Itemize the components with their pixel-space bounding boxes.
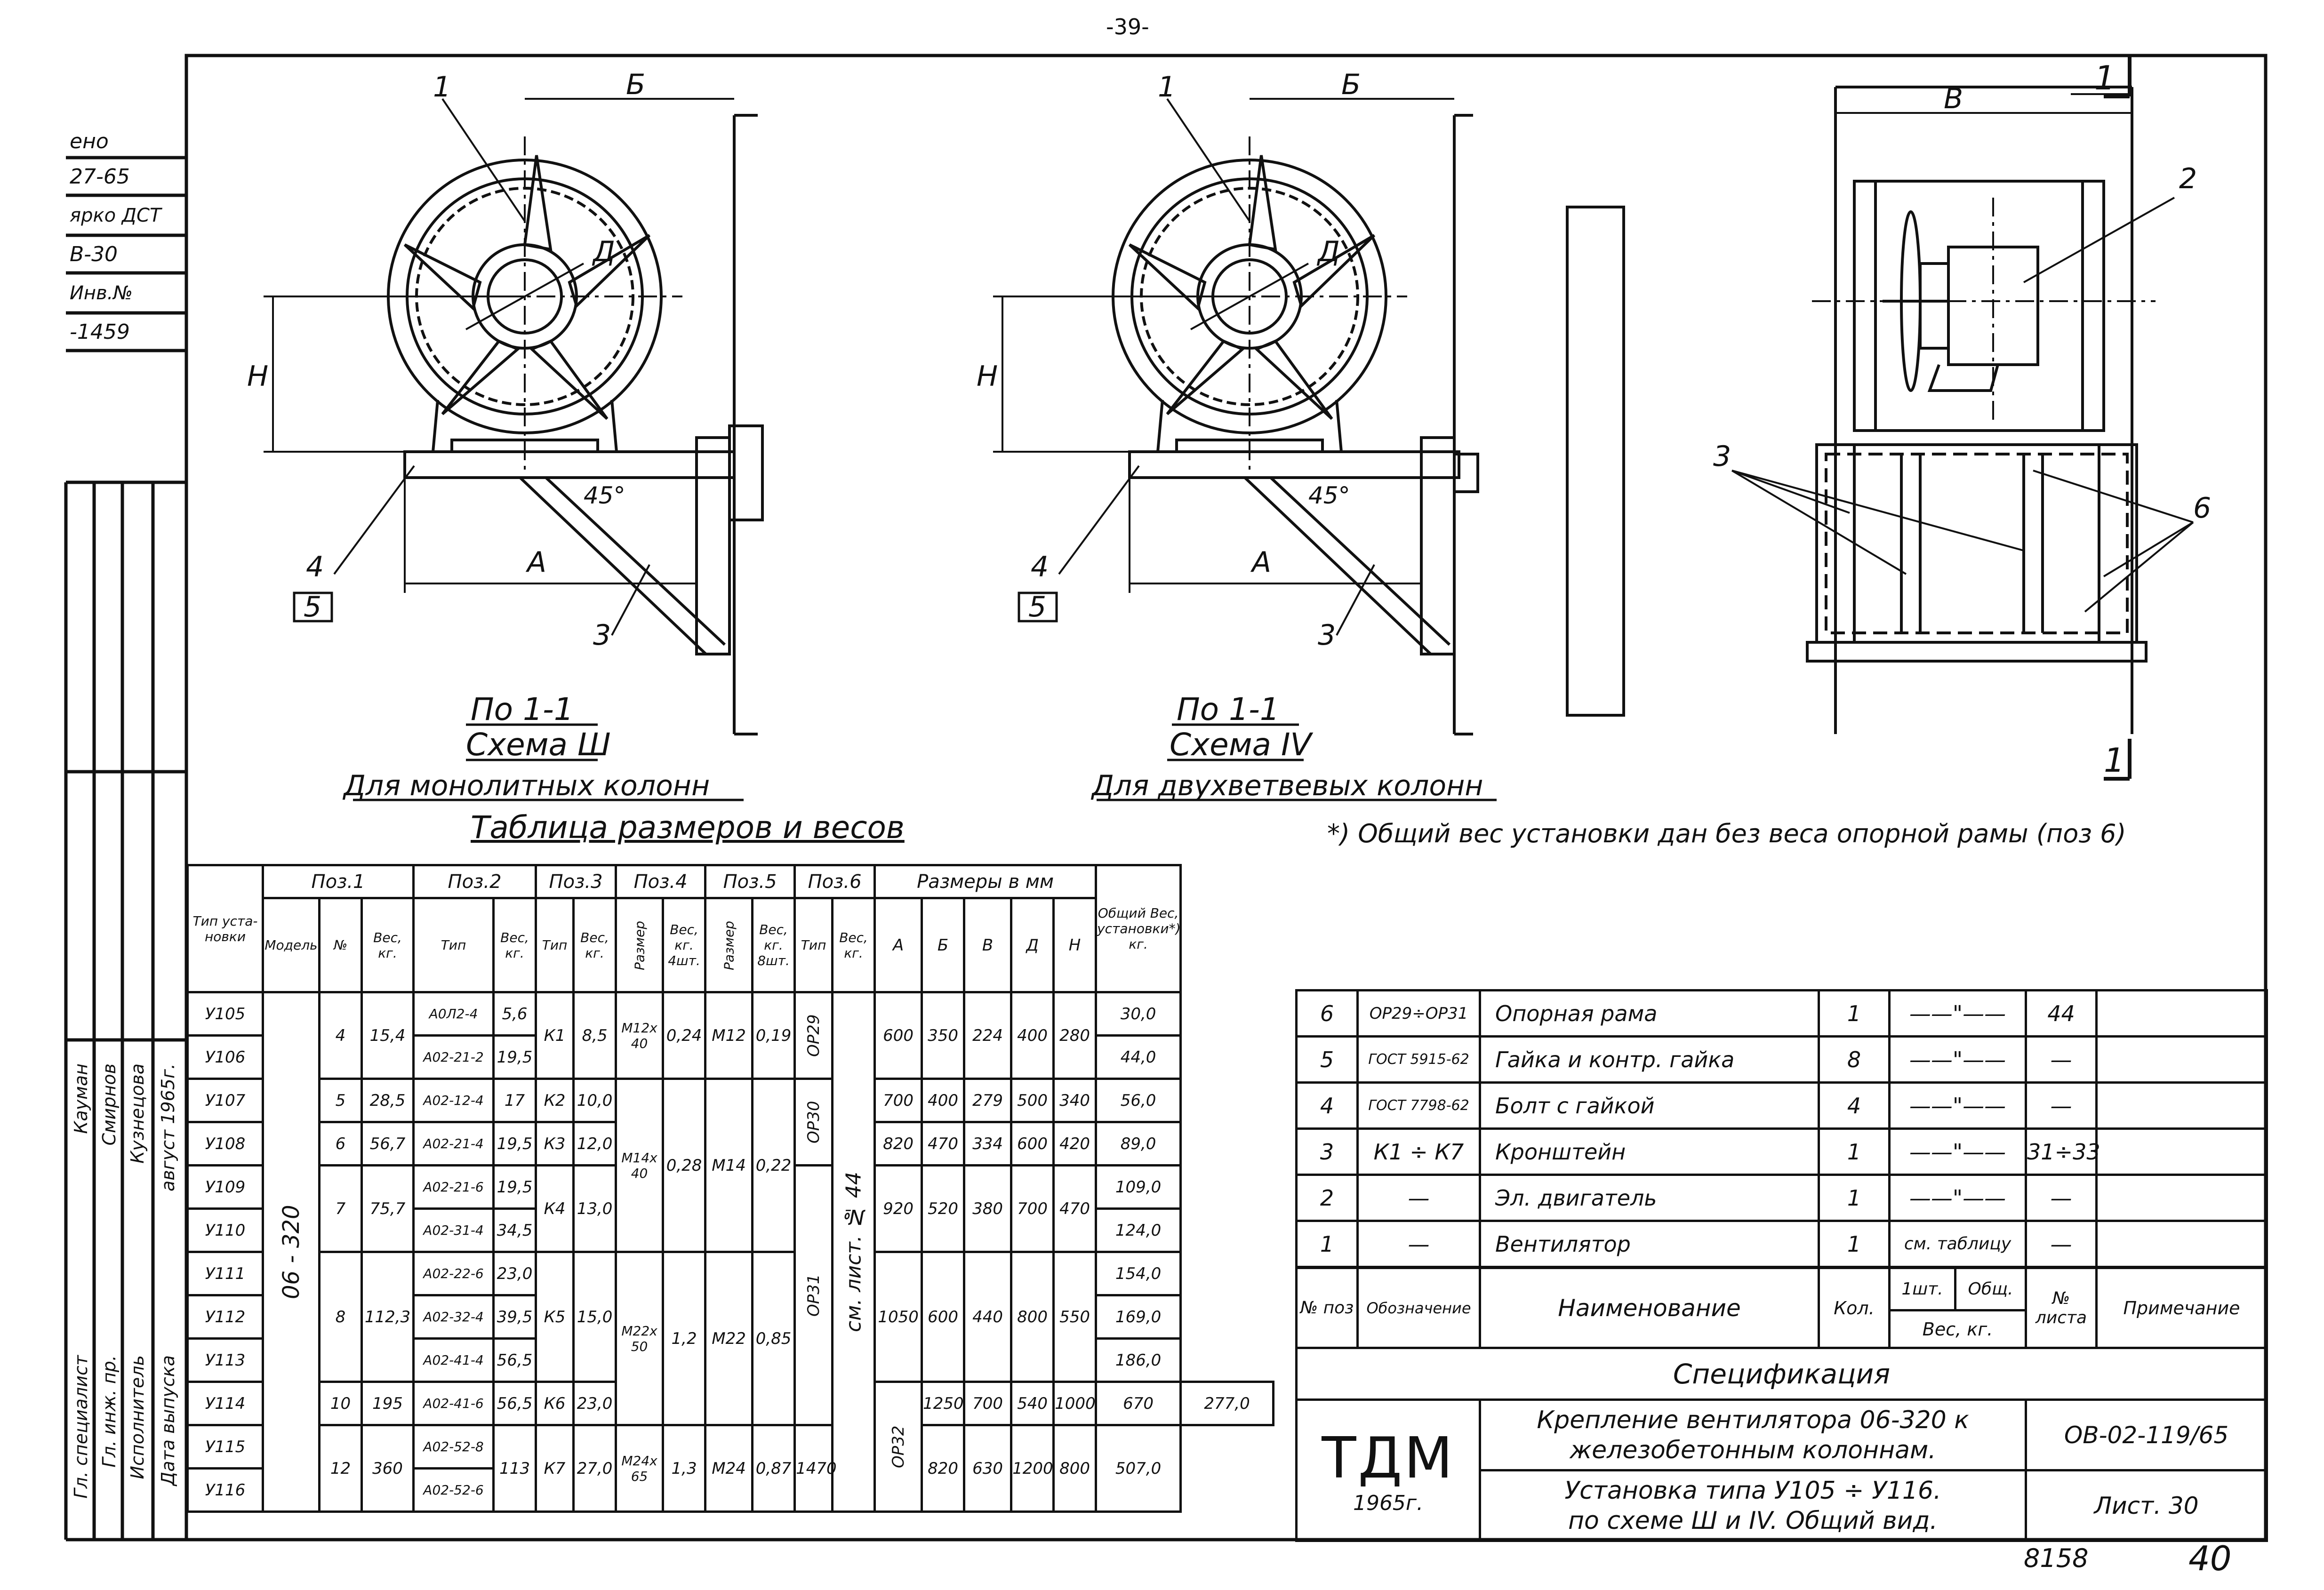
total-2: 44,0	[1096, 1036, 1181, 1079]
p3-type-7: К7	[536, 1425, 574, 1512]
p5-w-2: 0,22	[753, 1079, 795, 1252]
dim-d-4: 700	[1011, 1166, 1054, 1252]
dim-h-6: 670	[1096, 1382, 1181, 1425]
side-stamp-1: ено	[70, 129, 109, 153]
h-pos2: Поз.2	[414, 865, 536, 898]
p3-w-4: 13,0	[574, 1166, 616, 1252]
p6-type-4: ОР32	[875, 1382, 922, 1512]
side-label-6: 6	[2193, 492, 2212, 525]
s3-label-45: 45°	[584, 482, 625, 509]
h-w5: Вес, кг. 8шт.	[753, 898, 795, 992]
p3-w-2: 10,0	[574, 1079, 616, 1122]
sig-role-4: Дата выпуска	[158, 1355, 178, 1486]
spec-w-5: ——"——	[1890, 1037, 2026, 1083]
spec-name-6: Опорная рама	[1480, 991, 1819, 1037]
spec-h-pos: № поз	[1297, 1268, 1358, 1348]
spec-name-2: Эл. двигатель	[1480, 1175, 1819, 1221]
h-w6: Вес, кг.	[833, 898, 875, 992]
spec-name-4: Болт с гайкой	[1480, 1083, 1819, 1129]
type-u105: У105	[188, 992, 263, 1036]
p4-size-4: М24х 65	[616, 1425, 663, 1512]
spec-h-w1: 1шт.	[1890, 1268, 1955, 1310]
spec-h-sheet: № листа	[2026, 1268, 2097, 1348]
p4-size-1: М12х 40	[616, 992, 663, 1079]
spec-h-wall: Общ.	[1955, 1268, 2026, 1310]
side-label-v: В	[1944, 82, 1963, 115]
p6-type-3: ОР31	[795, 1166, 833, 1425]
spec-sheet-3: 31÷33	[2026, 1129, 2097, 1175]
total-10: 277,0	[1181, 1382, 1274, 1425]
spec-title: Спецификация	[1297, 1348, 2267, 1400]
title-bottom	[1480, 1470, 2026, 1541]
spec-note-6	[2097, 991, 2267, 1037]
h-w3: Вес, кг.	[574, 898, 616, 992]
type-u111: У111	[188, 1252, 263, 1295]
main-table-footnote: *) Общий вес установки дан без веса опорной рамы (поз 6)	[1327, 819, 2126, 848]
main-table-title: Таблица размеров и весов	[471, 809, 905, 846]
spec-note-3	[2097, 1129, 2267, 1175]
spec-sheet-5: —	[2026, 1037, 2097, 1083]
p1-no-7: 12	[320, 1425, 362, 1512]
spec-des-6: ОР29÷ОР31	[1358, 991, 1480, 1037]
scheme-3-labels	[247, 68, 710, 802]
title-line-2: железобетонным колоннам.	[1570, 1436, 1936, 1464]
s4-label-5: 5	[1028, 591, 1047, 623]
title-block	[1295, 1267, 2268, 1542]
p2-type-1: А0Л2-4	[414, 992, 494, 1036]
p2-w-8: 39,5	[494, 1295, 536, 1339]
dim-b-7: 820	[922, 1425, 964, 1512]
spec-note-4	[2097, 1083, 2267, 1129]
type-u112: У112	[188, 1295, 263, 1339]
p4-w-2: 0,28	[663, 1079, 705, 1252]
sig-role-3: Исполнитель	[127, 1355, 148, 1479]
p2-type-5: А02-21-6	[414, 1166, 494, 1209]
page-number: -39-	[1106, 14, 1149, 40]
spec-des-3: К1 ÷ К7	[1358, 1129, 1480, 1175]
p2-type-9: А02-41-4	[414, 1339, 494, 1382]
p1-w-2: 28,5	[362, 1079, 414, 1122]
dim-h-2: 340	[1054, 1079, 1096, 1122]
type-u110: У110	[188, 1209, 263, 1252]
dim-v-2: 279	[964, 1079, 1011, 1122]
s4-label-a: А	[1252, 546, 1272, 579]
spec-h-des: Обозначение	[1358, 1268, 1480, 1348]
p5-size-3: М22	[705, 1252, 753, 1425]
p3-type-5: К5	[536, 1252, 574, 1382]
h-pos5: Поз.5	[705, 865, 795, 898]
p1-no-4: 7	[320, 1166, 362, 1252]
total-4: 89,0	[1096, 1122, 1181, 1166]
sizes-weights-table	[186, 864, 1274, 1513]
p4-w-1: 0,24	[663, 992, 705, 1079]
side-section-top: 1	[2094, 59, 2116, 97]
p5-w-3: 0,85	[753, 1252, 795, 1425]
s3-label-1: 1	[433, 71, 451, 104]
p4-w-3: 1,2	[663, 1252, 705, 1425]
p2-type-2: А02-21-2	[414, 1036, 494, 1079]
dim-v-4: 380	[964, 1166, 1011, 1252]
dim-d-6: 1000	[1054, 1382, 1096, 1425]
dim-d-5: 800	[1011, 1252, 1054, 1382]
p2-type-6: А02-31-4	[414, 1209, 494, 1252]
type-u115: У115	[188, 1425, 263, 1469]
h-a: А	[875, 898, 922, 992]
doc-code: ОВ-02-119/65	[2026, 1400, 2267, 1470]
dim-d-7: 1200	[1011, 1425, 1054, 1512]
spec-h-note: Примечание	[2097, 1268, 2267, 1348]
dim-a-6: 1250	[922, 1382, 964, 1425]
type-u108: У108	[188, 1122, 263, 1166]
dim-a-1: 600	[875, 992, 922, 1079]
p2-w-5: 19,5	[494, 1166, 536, 1209]
spec-name-1: Вентилятор	[1480, 1221, 1819, 1267]
s3-title-3: Для монолитных колонн	[344, 769, 710, 802]
dim-b-3: 470	[922, 1122, 964, 1166]
p2-w-2: 19,5	[494, 1036, 536, 1079]
p3-type-3: К3	[536, 1122, 574, 1166]
spec-sheet-4: —	[2026, 1083, 2097, 1129]
s3-label-b: Б	[626, 68, 646, 101]
model-cell: 06 - 320	[263, 992, 320, 1512]
h-tip6: Тип	[795, 898, 833, 992]
h-tip3: Тип	[536, 898, 574, 992]
h-b: Б	[922, 898, 964, 992]
dim-v-6: 540	[1011, 1382, 1054, 1425]
h-dims: Размеры в мм	[875, 865, 1096, 898]
dim-a-4: 920	[875, 1166, 922, 1252]
p2-w-4: 19,5	[494, 1122, 536, 1166]
h-total: Общий Вес, установки*) кг.	[1096, 865, 1181, 992]
p2-type-7: А02-22-6	[414, 1252, 494, 1295]
h-v: В	[964, 898, 1011, 992]
p3-w-1: 8,5	[574, 992, 616, 1079]
p3-w-6: 23,0	[574, 1382, 616, 1425]
total-5: 109,0	[1096, 1166, 1181, 1209]
p5-size-4: М24	[705, 1425, 753, 1512]
p2-w-11: 113	[494, 1425, 536, 1512]
spec-qty-5: 8	[1819, 1037, 1890, 1083]
inventory-number: 8158	[2024, 1543, 2089, 1573]
p1-w-6: 195	[362, 1382, 414, 1425]
total-1: 30,0	[1096, 992, 1181, 1036]
h-type: Тип уста-новки	[188, 865, 263, 992]
spec-pos-1: 1	[1297, 1221, 1358, 1267]
dim-d-1: 400	[1011, 992, 1054, 1079]
org-year: 1965г.	[1353, 1491, 1424, 1515]
p4-size-3: М22х 50	[616, 1252, 663, 1425]
spec-qty-3: 1	[1819, 1129, 1890, 1175]
spec-w-1: см. таблицу	[1890, 1221, 2026, 1267]
h-size4: Размер	[616, 898, 663, 992]
dim-a-7: 1470	[795, 1425, 833, 1512]
side-stamp-4: В-30	[70, 242, 118, 266]
dim-b-4: 520	[922, 1166, 964, 1252]
h-pos6: Поз.6	[795, 865, 875, 898]
org-logo: ТДМ	[1322, 1425, 1455, 1491]
p2-type-12: А02-52-6	[414, 1469, 494, 1512]
type-u109: У109	[188, 1166, 263, 1209]
side-stamp-6: -1459	[70, 320, 130, 344]
dim-d-3: 600	[1011, 1122, 1054, 1166]
title-top	[1480, 1400, 2026, 1470]
p1-no-6: 10	[320, 1382, 362, 1425]
p1-w-5: 112,3	[362, 1252, 414, 1382]
p3-w-5: 15,0	[574, 1252, 616, 1382]
type-u106: У106	[188, 1036, 263, 1079]
spec-name-5: Гайка и контр. гайка	[1480, 1037, 1819, 1083]
type-u114: У114	[188, 1382, 263, 1425]
title-line-3: Установка типа У105 ÷ У116.	[1564, 1476, 1941, 1505]
s3-label-3: 3	[593, 619, 611, 652]
s3-title-2: Схема Ш	[466, 727, 611, 763]
spec-w-2: ——"——	[1890, 1175, 2026, 1221]
dim-b-6: 700	[964, 1382, 1011, 1425]
spec-w-6: ——"——	[1890, 991, 2026, 1037]
side-view	[1732, 56, 2193, 779]
spec-des-5: ГОСТ 5915-62	[1358, 1037, 1480, 1083]
spec-pos-5: 5	[1297, 1037, 1358, 1083]
spec-h-qty: Кол.	[1819, 1268, 1890, 1348]
spec-qty-2: 1	[1819, 1175, 1890, 1221]
p1-w-7: 360	[362, 1425, 414, 1512]
p6-type-2: ОР30	[795, 1079, 833, 1166]
s3-label-5: 5	[304, 591, 322, 623]
p2-type-3: А02-12-4	[414, 1079, 494, 1122]
spec-qty-1: 1	[1819, 1221, 1890, 1267]
type-u116: У116	[188, 1469, 263, 1512]
p5-size-1: М12	[705, 992, 753, 1079]
p2-type-8: А02-32-4	[414, 1295, 494, 1339]
s4-title-3: Для двухветвевых колонн	[1092, 769, 1483, 802]
spec-pos-6: 6	[1297, 991, 1358, 1037]
h-model: Модель	[263, 898, 320, 992]
p1-w-3: 56,7	[362, 1122, 414, 1166]
spec-note-1	[2097, 1221, 2267, 1267]
sheet-label: Лист. 30	[2026, 1470, 2267, 1541]
dim-h-5: 550	[1054, 1252, 1096, 1382]
type-u107: У107	[188, 1079, 263, 1122]
title-line-1: Крепление вентилятора 06-320 к	[1537, 1406, 1969, 1434]
dim-v-5: 440	[964, 1252, 1011, 1382]
spec-des-4: ГОСТ 7798-62	[1358, 1083, 1480, 1129]
h-h: Н	[1054, 898, 1096, 992]
spec-sheet-2: —	[2026, 1175, 2097, 1221]
sig-role-2: Гл. инж. пр.	[99, 1355, 120, 1468]
s3-title-1: По 1-1	[471, 691, 574, 727]
side-label-3: 3	[1713, 440, 1731, 473]
p3-type-6: К6	[536, 1382, 574, 1425]
s4-label-3: 3	[1318, 619, 1336, 652]
p4-size-2: М14х 40	[616, 1079, 663, 1252]
dim-d-2: 500	[1011, 1079, 1054, 1122]
dim-a-5: 1050	[875, 1252, 922, 1382]
p3-type-4: К4	[536, 1166, 574, 1252]
spec-qty-4: 4	[1819, 1083, 1890, 1129]
p6-type-1: ОР29	[795, 992, 833, 1079]
p5-w-1: 0,19	[753, 992, 795, 1079]
spec-h-weight: Вес, кг.	[1890, 1310, 2026, 1348]
p3-type-1: К1	[536, 992, 574, 1079]
p2-w-6: 34,5	[494, 1209, 536, 1252]
p2-type-4: А02-21-4	[414, 1122, 494, 1166]
side-stamp-5: Инв.№	[70, 282, 133, 304]
scheme-4-labels	[977, 68, 1483, 802]
side-labels	[1713, 59, 2211, 780]
spec-des-2: —	[1358, 1175, 1480, 1221]
side-label-2: 2	[2179, 162, 2197, 195]
dim-v-3: 334	[964, 1122, 1011, 1166]
h-w4: Вес, кг. 4шт.	[663, 898, 705, 992]
p1-no-1: 4	[320, 992, 362, 1079]
spec-des-1: —	[1358, 1221, 1480, 1267]
spec-sheet-6: 44	[2026, 991, 2097, 1037]
dim-h-7: 800	[1054, 1425, 1096, 1512]
s4-title-1: По 1-1	[1177, 691, 1280, 727]
p2-w-1: 5,6	[494, 992, 536, 1036]
p2-w-3: 17	[494, 1079, 536, 1122]
p3-type-2: К2	[536, 1079, 574, 1122]
h-w1: Вес, кг.	[362, 898, 414, 992]
p5-w-4: 0,87	[753, 1425, 795, 1512]
dim-a-2: 700	[875, 1079, 922, 1122]
specification-table	[1295, 989, 2268, 1268]
spec-sheet-1: —	[2026, 1221, 2097, 1267]
total-3: 56,0	[1096, 1079, 1181, 1122]
total-9: 186,0	[1096, 1339, 1181, 1382]
p2-w-7: 23,0	[494, 1252, 536, 1295]
dim-b-2: 400	[922, 1079, 964, 1122]
h-no: №	[320, 898, 362, 992]
p2-w-9: 56,5	[494, 1339, 536, 1382]
dim-h-3: 420	[1054, 1122, 1096, 1166]
h-size5: Размер	[705, 898, 753, 992]
p3-w-3: 12,0	[574, 1122, 616, 1166]
p6-note: см. лист. № 44	[833, 992, 875, 1512]
sig-role-1: Гл. специалист	[71, 1355, 91, 1499]
p2-type-10: А02-41-6	[414, 1382, 494, 1425]
side-section-bottom: 1	[2104, 741, 2125, 780]
sheet-corner-number: 40	[2188, 1539, 2232, 1578]
title-line-4: по схеме Ш и IV. Общий вид.	[1568, 1506, 1938, 1535]
spec-w-4: ——"——	[1890, 1083, 2026, 1129]
p5-size-2: М14	[705, 1079, 753, 1252]
p4-w-4: 1,3	[663, 1425, 705, 1512]
p1-no-3: 6	[320, 1122, 362, 1166]
p3-w-7: 27,0	[574, 1425, 616, 1512]
dim-v-1: 224	[964, 992, 1011, 1079]
s4-label-d: Д	[1318, 235, 1340, 268]
sig-name-3: Кузнецова	[127, 1063, 148, 1164]
spec-name-3: Кронштейн	[1480, 1129, 1819, 1175]
dim-b-1: 350	[922, 992, 964, 1079]
s4-title-2: Схема IV	[1170, 727, 1312, 763]
side-stamp-3: ярко ДСТ	[70, 205, 161, 226]
spec-pos-2: 2	[1297, 1175, 1358, 1221]
spec-w-3: ——"——	[1890, 1129, 2026, 1175]
spec-note-2	[2097, 1175, 2267, 1221]
s4-label-1: 1	[1158, 71, 1176, 104]
total-8: 169,0	[1096, 1295, 1181, 1339]
h-pos4: Поз.4	[616, 865, 705, 898]
s3-label-4: 4	[306, 551, 324, 583]
h-d: Д	[1011, 898, 1054, 992]
spec-pos-3: 3	[1297, 1129, 1358, 1175]
scheme-4-view	[993, 99, 1624, 800]
type-u113: У113	[188, 1339, 263, 1382]
spec-pos-4: 4	[1297, 1083, 1358, 1129]
s4-label-b: Б	[1341, 68, 1361, 101]
sig-name-2: Смирнов	[99, 1063, 120, 1146]
sig-name-4: август 1965г.	[158, 1063, 178, 1191]
dim-v-7: 630	[964, 1425, 1011, 1512]
dim-h-1: 280	[1054, 992, 1096, 1079]
dim-h-4: 470	[1054, 1166, 1096, 1252]
sig-name-1: Кауман	[71, 1063, 91, 1134]
p1-w-1: 15,4	[362, 992, 414, 1079]
s3-label-h: Н	[247, 360, 269, 393]
s4-label-h: Н	[977, 360, 998, 393]
p1-no-2: 5	[320, 1079, 362, 1122]
h-w2: Вес, кг.	[494, 898, 536, 992]
total-11: 507,0	[1096, 1425, 1181, 1512]
spec-h-name: Наименование	[1480, 1268, 1819, 1348]
s4-label-45: 45°	[1308, 482, 1350, 509]
org-cell	[1297, 1400, 1480, 1541]
h-pos1: Поз.1	[263, 865, 414, 898]
h-tip2: Тип	[414, 898, 494, 992]
p1-w-4: 75,7	[362, 1166, 414, 1252]
s3-label-a: А	[527, 546, 547, 579]
spec-qty-6: 1	[1819, 991, 1890, 1037]
s4-label-4: 4	[1031, 551, 1049, 583]
dim-a-3: 820	[875, 1122, 922, 1166]
dim-b-5: 600	[922, 1252, 964, 1382]
p2-w-10: 56,5	[494, 1382, 536, 1425]
s3-label-d: Д	[593, 235, 615, 268]
h-pos3: Поз.3	[536, 865, 616, 898]
p2-type-11: А02-52-8	[414, 1425, 494, 1469]
total-6: 124,0	[1096, 1209, 1181, 1252]
spec-note-5	[2097, 1037, 2267, 1083]
side-stamp-2: 27-65	[70, 165, 130, 189]
p1-no-5: 8	[320, 1252, 362, 1382]
total-7: 154,0	[1096, 1252, 1181, 1295]
